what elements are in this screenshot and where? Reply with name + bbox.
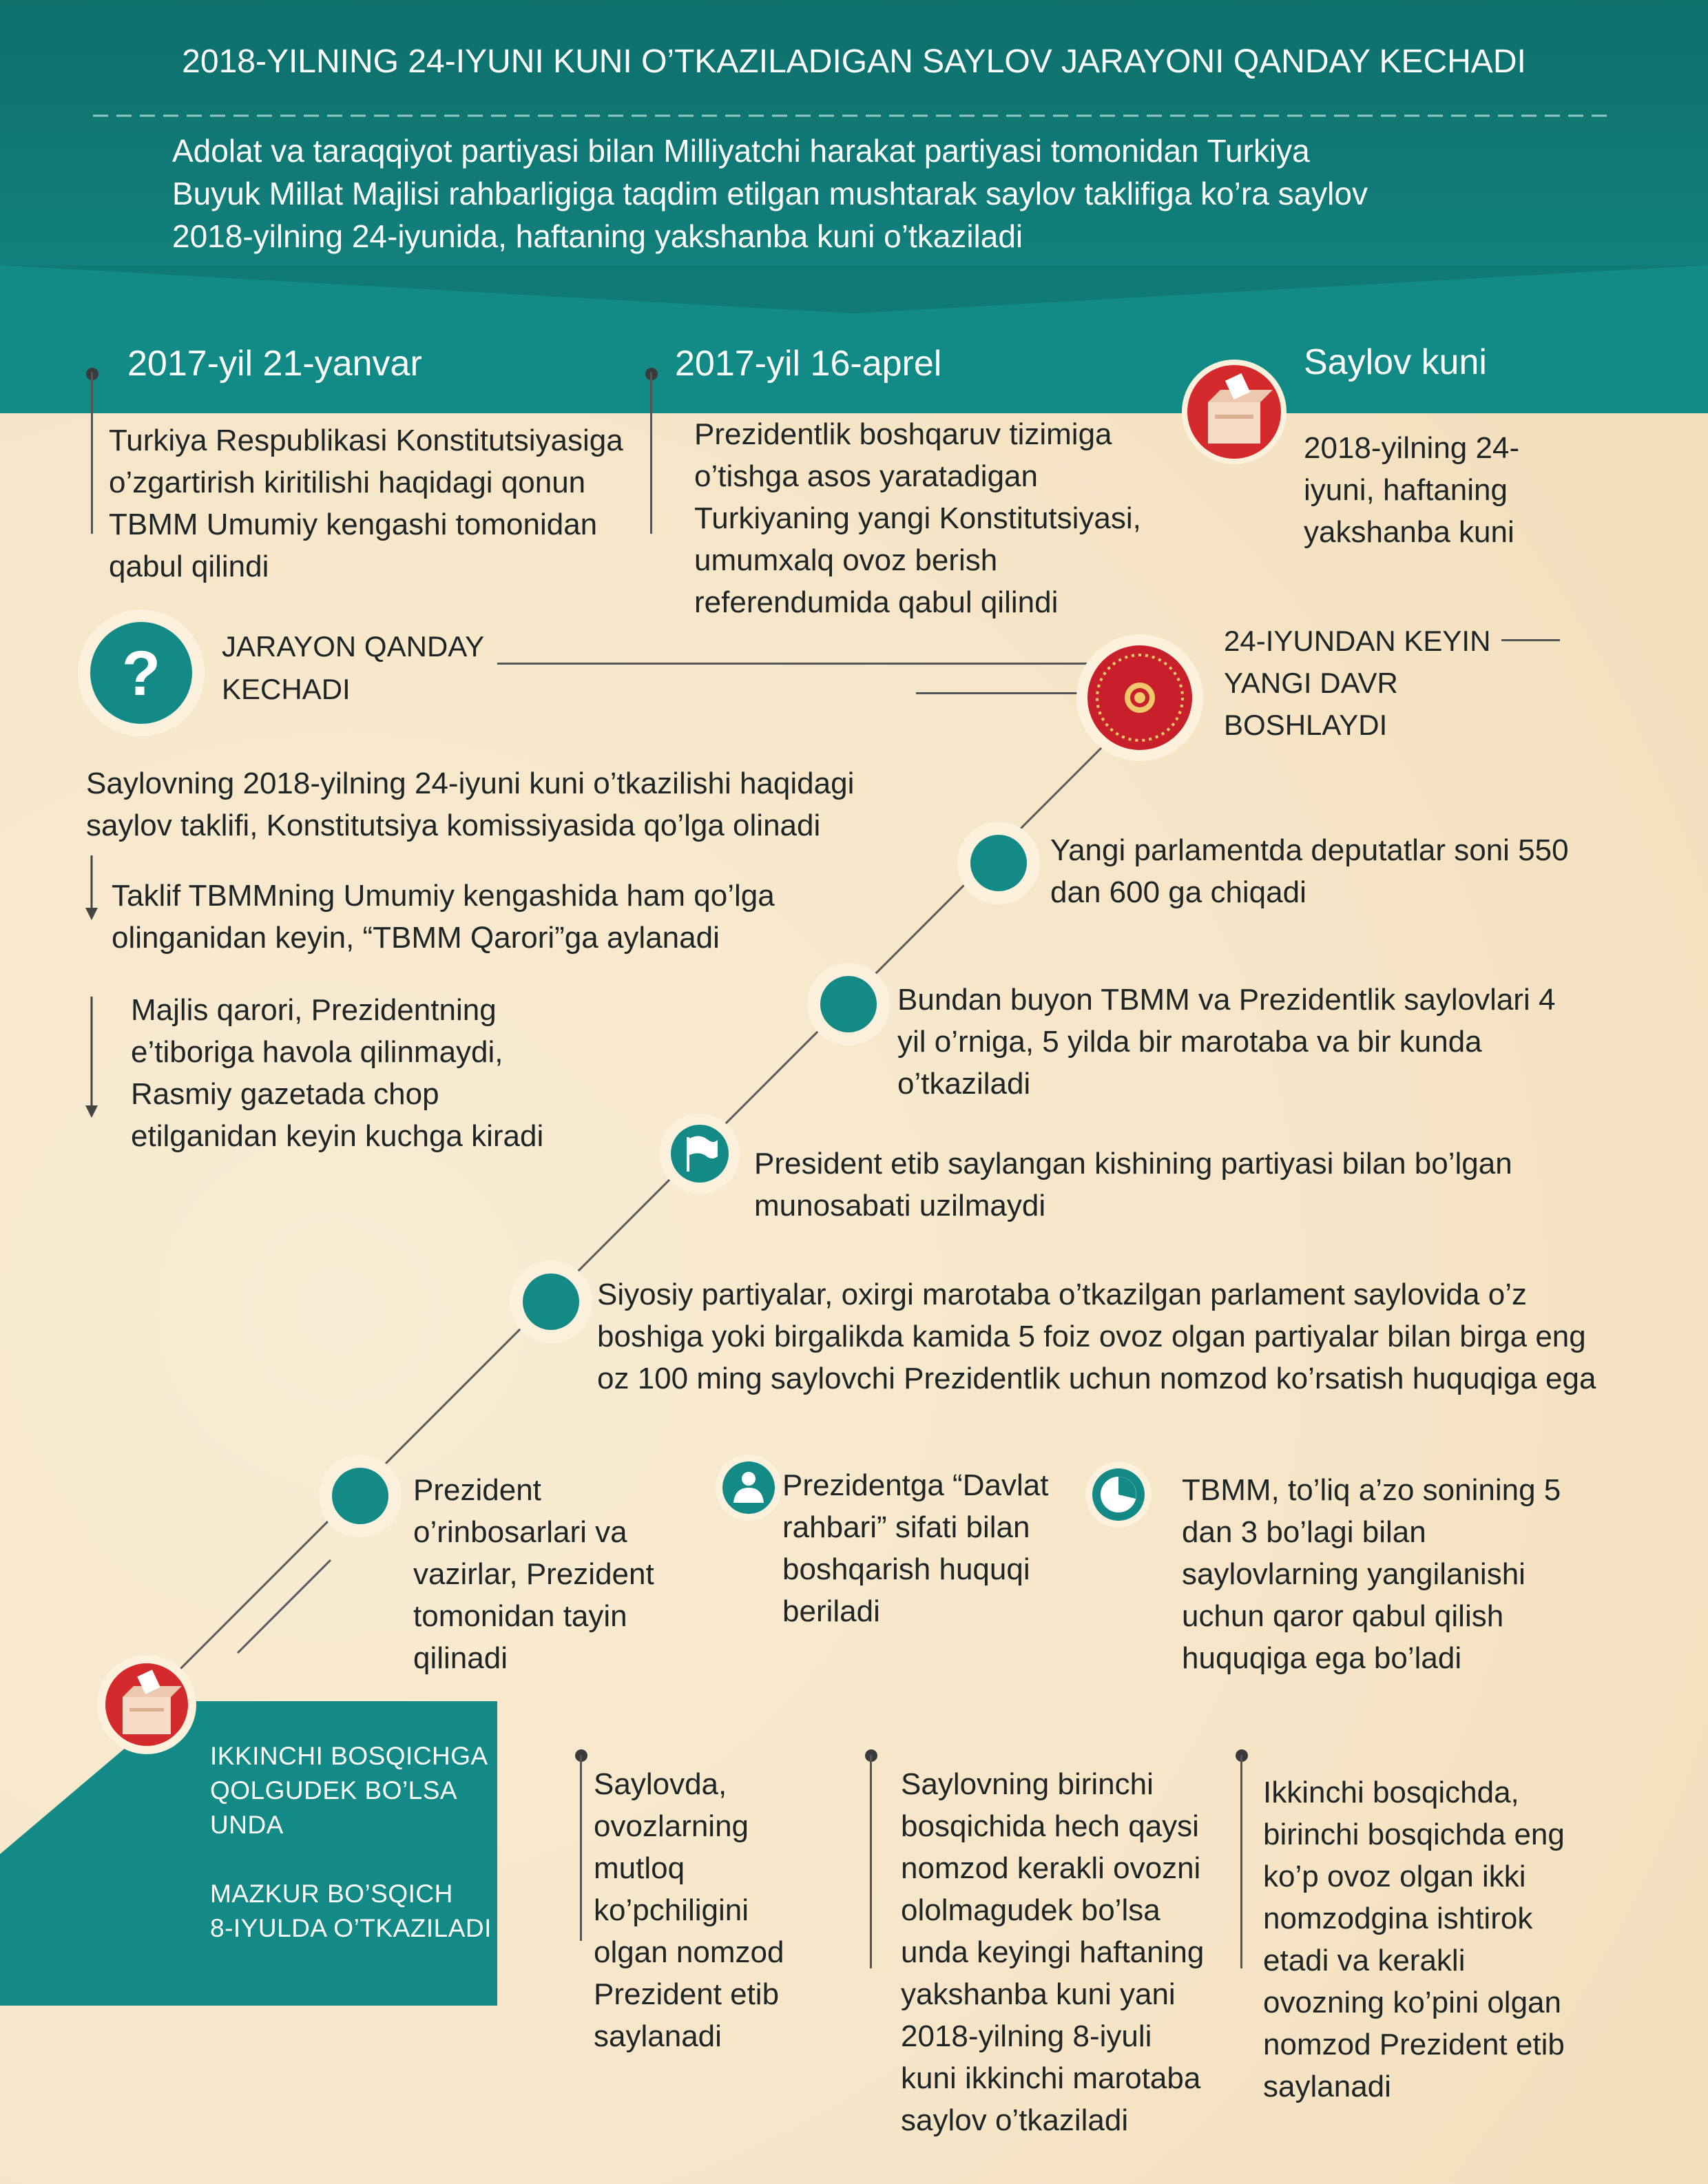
- flag-icon: [658, 1112, 741, 1195]
- pie-chart-icon: [1084, 1460, 1153, 1529]
- after-item: Bundan buyon TBMM va Prezidentlik saylovlari 4 yil o’rniga, 5 yilda bir marotaba va bir kunda o’tkaziladi: [897, 983, 1556, 1101]
- after-item: Prezidentga “Davlat rahbari” sifati bilan boshqarish huquqi beriladi: [782, 1468, 1049, 1628]
- process-heading: JARAYON QANDAY KECHADI: [222, 630, 485, 705]
- process-step: Majlis qarori, Prezidentning e’tiboriga havola qilinmaydi, Rasmiy gazetada chop etilganidan keyin kuchga kiradi: [131, 993, 544, 1153]
- milestone-date: 2017-yil 16-aprel: [675, 344, 942, 384]
- page-title: 2018-YILNING 24-IYUNI KUNI O’TKAZILADIGAN SAYLOV JARAYONI QANDAY KECHADI: [182, 43, 1526, 80]
- second-round-text: IKKINCHI BOSQICHGA QOLGUDEK BO’LSA UNDA MAZKUR BO’SQICH 8-IYULDA O’TKAZILADI: [210, 1742, 492, 1942]
- milestone-text: Turkiya Respublikasi Konstitutsiyasiga o’zgartirish kiritilishi haqidagi qonun TBMM Umumiy kengashi tomonidan qabul qilindi: [109, 424, 623, 583]
- question-glyph: ?: [121, 638, 161, 709]
- after-item: Yangi parlamentda deputatlar soni 550 dan 600 ga chiqadi: [1050, 833, 1569, 909]
- timeline-dot: [332, 1468, 388, 1524]
- new-era-heading: 24-IYUNDAN KEYIN YANGI DAVR BOSHLAYDI: [1224, 625, 1491, 741]
- process-step: Taklif TBMMning Umumiy kengashida ham qo’lga olinganidan keyin, “TBMM Qarori”ga aylanadi: [112, 879, 775, 955]
- milestone-date: 2017-yil 21-yanvar: [127, 344, 422, 384]
- bottom-note: Ikkinchi bosqichda, birinchi bosqichda eng ko’p ovoz olgan ikki nomzodgina ishtirok etadi va kerakli ovozning ko’pini olgan nomzod Prezident etib saylanadi: [1263, 1776, 1565, 2103]
- timeline-dot: [820, 976, 877, 1032]
- timeline-line: [580, 1755, 582, 1941]
- after-item: Prezident o’rinbosarlari va vazirlar, Prezident tomonidan tayin qilinadi: [413, 1473, 654, 1675]
- timeline-dot: [970, 835, 1027, 891]
- after-item: President etib saylangan kishining partiyasi bilan bo’lgan munosabati uzilmaydi: [754, 1147, 1512, 1223]
- intro-text: Adolat va taraqqiyot partiyasi bilan Milliyatchi harakat partiyasi tomonidan Turkiya Buyuk Millat Majlisi rahbarligiga taqdim etilgan mushtarak saylov taklifiga ko’ra saylov 2018-yilning 24-iyunida, haftaning yakshanba kuni o’tkaziladi: [172, 133, 1368, 254]
- timeline-dot: [523, 1273, 579, 1330]
- timeline-line: [870, 1755, 872, 1968]
- ballot-box-icon: [95, 1653, 198, 1756]
- person-icon: [714, 1453, 783, 1522]
- bottom-note: Saylovda, ovozlarning mutloq ko’pchiligini olgan nomzod Prezident etib saylanadi: [594, 1767, 784, 2053]
- timeline-line: [1240, 1755, 1242, 1968]
- process-step: Saylovning 2018-yilning 24-iyuni kuni o’tkazilishi haqidagi saylov taklifi, Konstitutsiya komissiyasida qo’lga olinadi: [86, 767, 855, 842]
- after-item: Siyosiy partiyalar, oxirgi marotaba o’tkazilgan parlament saylovida o’z boshiga yoki birgalikda kamida 5 foiz ovoz olgan partiyalar bilan birga eng oz 100 ming saylovchi Prezidentlik uchun nomzod ko’rsatish huquqiga ega: [597, 1278, 1596, 1395]
- after-item: TBMM, to’liq a’zo sonining 5 dan 3 bo’lagi bilan saylovlarning yangilanishi uchun qaror qabul qilish huquqiga ega bo’ladi: [1182, 1473, 1561, 1675]
- milestone-text: 2018-yilning 24- iyuni, haftaning yakshanba kuni: [1304, 431, 1520, 549]
- milestone-text: Prezidentlik boshqaruv tizimiga o’tishga asos yaratadigan Turkiyaning yangi Konstitutsiyasi, umumxalq ovoz berish referendumida qabul qilindi: [694, 417, 1141, 619]
- presidential-seal-icon: [1074, 632, 1205, 763]
- milestone-date: Saylov kuni: [1304, 342, 1487, 382]
- bottom-note: Saylovning birinchi bosqichida hech qaysi nomzod kerakli ovozni ololmagudek bo’lsa unda keyingi haftaning yakshanba kuni yani 2018-yilning 8-iyuli kuni ikkinchi marotaba saylov o’tkaziladi: [901, 1767, 1205, 2137]
